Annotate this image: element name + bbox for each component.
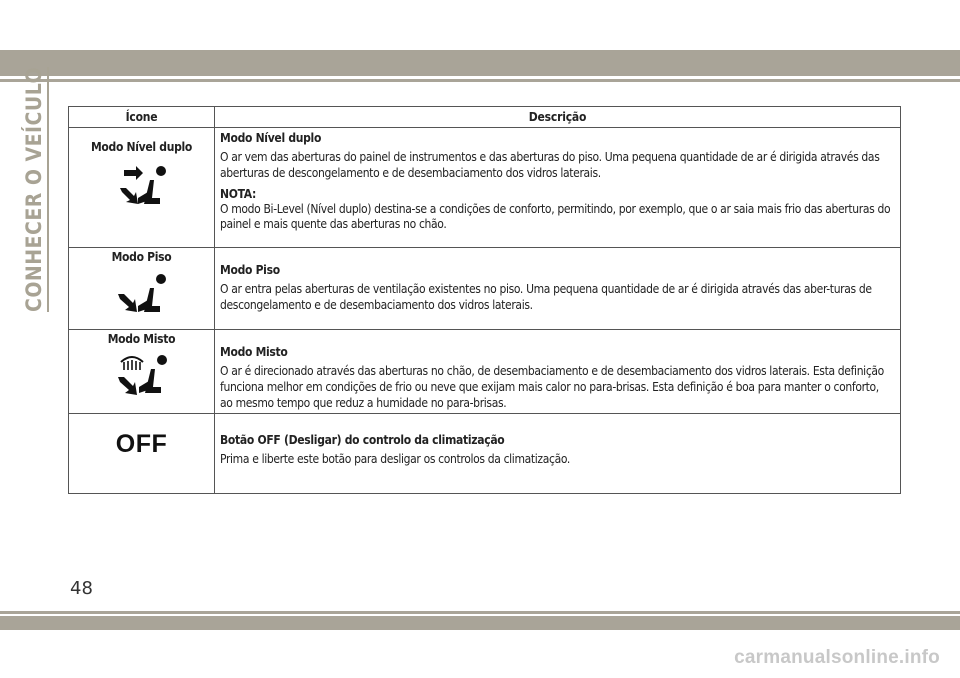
footer-band [0,616,960,630]
icon-cell [69,330,215,414]
note-label: NOTA: [220,187,257,201]
description-text: O ar entra pelas aberturas de ventilação existentes no piso. Uma pequena quantidade de ar é dirigida através das aber-turas de descongelamento e de desembaciamento dos vidros laterais. [220,282,872,312]
description-cell [215,248,901,330]
mode-name: Modo Piso [111,250,172,264]
table-header-row [69,107,901,128]
description-text: O ar vem das aberturas do painel de instrumentos e das aberturas do piso. Uma pequena quantidade de ar é dirigida através das aberturas de descongelamento e de desembaciamento dos vidros laterais. [220,150,880,180]
bilevel-airflow-icon [112,164,172,212]
mode-name: Modo Misto [107,332,176,346]
header-description-column: Descrição [215,107,901,128]
icon-cell [69,414,215,494]
table-row [69,248,901,330]
mode-name: Modo Nível duplo [90,140,193,154]
header-band [0,50,960,76]
watermark: carmanualsonline.info [734,647,940,668]
icon-cell [69,248,215,330]
icon-cell [69,128,215,248]
description-title: Modo Nível duplo [220,131,322,145]
climate-mode-table [68,106,901,494]
page-number: 48 [70,578,93,599]
table-row [69,414,901,494]
note-text: O modo Bi-Level (Nível duplo) destina-se a condições de conforto, permitindo, por exemplo, que o ar saia mais frio das aberturas do painel e mais quente das aberturas no chão. [220,202,891,231]
floor-airflow-icon [112,272,172,318]
description-title: Modo Misto [220,345,288,359]
description-cell [215,128,901,248]
description-cell [215,330,901,414]
mix-airflow-icon [112,352,172,402]
footer-rule [0,611,960,614]
section-tab-label: CONHECER O VEÍCULO [22,67,49,312]
table-row [69,128,901,248]
off-icon: OFF [115,430,168,458]
description-title: Modo Piso [220,263,280,277]
table-row [69,330,901,414]
description-title: Botão OFF (Desligar) do controlo da climatização [220,433,505,447]
description-text: Prima e liberte este botão para desligar os controlos da climatização. [220,452,570,466]
header-rule [0,79,960,82]
description-cell [215,414,901,494]
header-icon-column: Ícone [69,107,215,128]
description-text: O ar é direcionado através das aberturas no chão, de desembaciamento e de desembaciamento dos vidros laterais. Esta definição funciona melhor em condições de frio ou neve que exijam mais calor no para-brisas. Esta definição é boa para manter o conforto, ao mesmo tempo que reduz a humidade no para-brisas. [220,364,884,410]
